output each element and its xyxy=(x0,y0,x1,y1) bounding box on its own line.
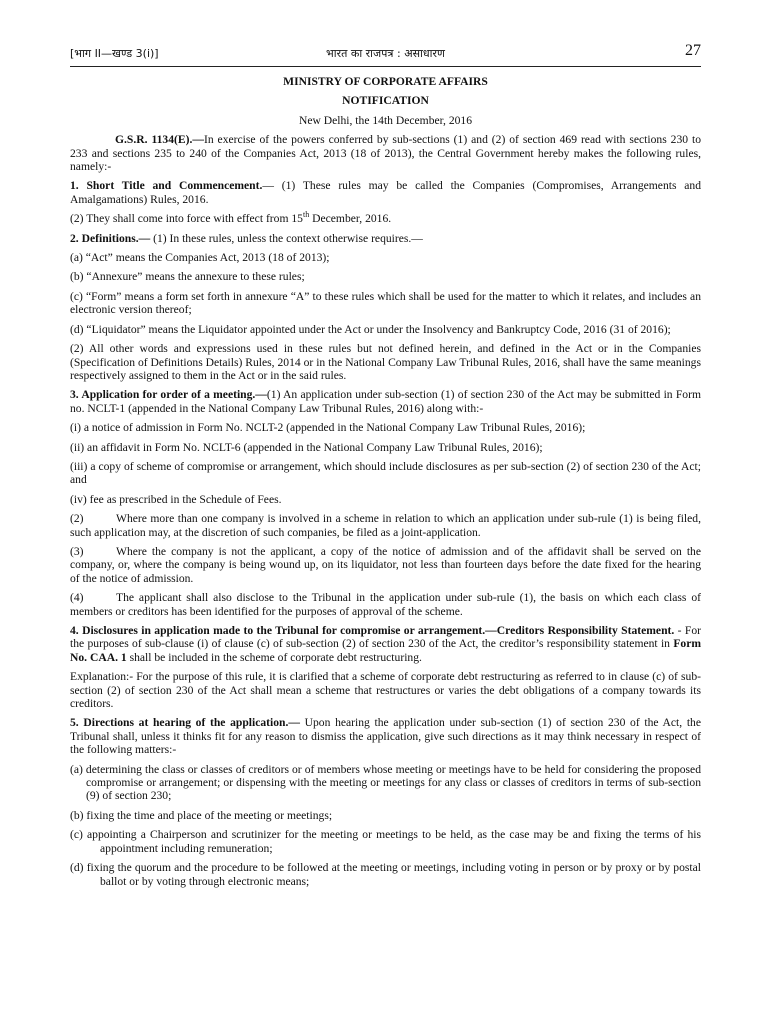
rule-5-heading: 5. Directions at hearing of the application.— xyxy=(70,716,300,730)
rule-5-text: Upon hearing the application under sub-section (1) of section 230 of the Act, the Tribunal shall, unless it thinks fit for any reason to dismiss the application, give such directions as it may think necessary in respect of the following matters:- xyxy=(70,716,701,757)
rule-3-text: (1) An application under sub-section (1) of section 230 of the Act may be submitted in Form no. NCLT-1 (appended in the National Company Law Tribunal Rules, 2016) along with:- xyxy=(70,388,701,415)
rule-3-item-i: (i) a notice of admission in Form No. NCLT-2 (appended in the National Company Law Tribunal Rules, 2016); xyxy=(70,421,586,435)
rule-2-2: (2) All other words and expressions used in these rules but not defined herein, and defined in the Act or in the Companies (Specification of Definitions Details) Rules, 2014 or in the National Company Law Tribunal Rules, 2016, shall have the same meanings respectively assigned to them in the Act or in the said rules. xyxy=(70,342,701,382)
rule-3-3 xyxy=(70,545,701,585)
rule-4-heading: 4. Disclosures in application made to the Tribunal for compromise or arrangement.—Creditors Responsibility Statement. xyxy=(70,624,675,637)
rule-3-2 xyxy=(70,512,701,539)
rule-2 xyxy=(70,232,701,245)
rule-3-4 xyxy=(70,591,701,618)
gsr-text: In exercise of the powers conferred by sub-sections (1) and (2) of section 469 read with sections 230 to 233 and sections 235 to 240 of the Companies Act, 2013 (18 of 2013), the Central Government hereby makes the following rules, namely:- xyxy=(70,133,701,174)
rule-5-item-d: (d) fixing the quorum and the procedure to be followed at the meeting or meetings, including voting in person or by proxy or by postal ballot or by voting through electronic means; xyxy=(70,861,701,888)
rule-3-heading: 3. Application for order of a meeting.— xyxy=(70,388,267,402)
rule-5-item-a: (a) determining the class or classes of creditors or of members whose meeting or meetings have to be held for considering the proposed compromise or arrangement; or dispensing with the meeting or meetings for any class or classes of creditors in terms of sub-section (9) of section 230; xyxy=(70,762,701,803)
page-header xyxy=(70,44,701,67)
document-body xyxy=(70,75,701,888)
rule-3-item-iv: (iv) fee as prescribed in the Schedule of Fees. xyxy=(70,492,282,506)
header-gazette-title: भारत का राजपत्र : असाधारण xyxy=(326,47,445,60)
rule-1-2-text-end: December, 2016. xyxy=(309,212,392,226)
gazette-page xyxy=(70,44,701,894)
rule-5-item-c: (c) appointing a Chairperson and scrutinizer for the meeting or meetings to be held, as the case may be and fixing the terms of his appointment including remuneration; xyxy=(70,828,701,855)
notification-title: NOTIFICATION xyxy=(342,94,429,108)
rule-1 xyxy=(70,179,701,206)
rule-1-2 xyxy=(70,212,701,225)
rule-4-form: Form No. CAA. 1 xyxy=(70,637,701,664)
rule-1-2-text: (2) They shall come into force with effect from 15 xyxy=(70,212,303,226)
rule-2-text: (1) In these rules, unless the context otherwise requires.— xyxy=(150,231,423,245)
rule-3-3-text: Where the company is not the applicant, a copy of the notice of admission and of the affidavit shall be served on the company, or, where the company is being wound up, on its liquidator, not less than fourteen days before the date fixed for the hearing of the notice of admission. xyxy=(70,544,701,585)
definition-d: (d) “Liquidator” means the Liquidator appointed under the Act or under the Insolvency and Bankruptcy Code, 2016 (31 of 2016); xyxy=(70,322,671,336)
rule-3-4-text: The applicant shall also disclose to the Tribunal in the application under sub-rule (1), the basis on which each class of members or creditors has been identified for the purposes of approval of the scheme. xyxy=(70,591,701,618)
rule-3-2-text: Where more than one company is involved in a scheme in relation to which an application under sub-rule (1) is being filed, such application may, at the discretion of such companies, be filed as a joint-application. xyxy=(70,512,701,539)
rule-1-text: — (1) These rules may be called the Companies (Compromises, Arrangements and Amalgamations) Rules, 2016. xyxy=(70,179,701,206)
rule-4 xyxy=(70,624,701,664)
rule-3-2-number: (2) xyxy=(70,512,84,526)
gsr-label: G.S.R. 1134(E).— xyxy=(115,133,204,147)
header-part-label: [भाग II—खण्ड 3(i)] xyxy=(70,47,159,60)
rule-4-text: - For the purposes of sub-clause (i) of clause (c) of sub-section (2) of section 230 of the Act, the creditor’s responsibility statement in xyxy=(70,624,702,651)
rule-3-item-iii: (iii) a copy of scheme of compromise or arrangement, which should include disclosures as per sub-section (2) of section 230 of the Act; and xyxy=(70,459,701,487)
rule-1-heading: 1. Short Title and Commencement. xyxy=(70,179,263,193)
page-number: 27 xyxy=(685,42,701,59)
rule-3-4-number: (4) xyxy=(70,591,84,605)
rule-3 xyxy=(70,388,701,415)
rule-1-2-superscript: th xyxy=(302,210,310,220)
gsr-paragraph xyxy=(70,133,701,173)
rule-5-item-b: (b) fixing the time and place of the meeting or meetings; xyxy=(70,808,333,822)
rule-2-heading: 2. Definitions.— xyxy=(70,231,151,245)
rule-3-3-number: (3) xyxy=(70,544,84,558)
definition-b: (b) “Annexure” means the annexure to these rules; xyxy=(70,270,305,284)
definition-c: (c) “Form” means a form set forth in annexure “A” to these rules which shall be used for the matter to which it relates, and includes an electronic version thereof; xyxy=(70,289,701,317)
place-date: New Delhi, the 14th December, 2016 xyxy=(298,113,473,127)
rule-4-text-end: shall be included in the scheme of corporate debt restructuring. xyxy=(126,650,422,664)
rule-5 xyxy=(70,716,701,756)
ministry-title: MINISTRY OF CORPORATE AFFAIRS xyxy=(283,75,488,88)
rule-4-explanation: Explanation:- For the purpose of this rule, it is clarified that a scheme of corporate debt restructuring as referred to in clause (c) of sub-section (2) of section 230 of the Act shall mean a scheme that restructures or varies the debt obligations of a company towards its creditors. xyxy=(70,670,701,711)
definition-a: (a) “Act” means the Companies Act, 2013 (18 of 2013); xyxy=(70,251,330,265)
rule-3-item-ii: (ii) an affidavit in Form No. NCLT-6 (appended in the National Company Law Tribunal Rules, 2016); xyxy=(70,440,543,454)
